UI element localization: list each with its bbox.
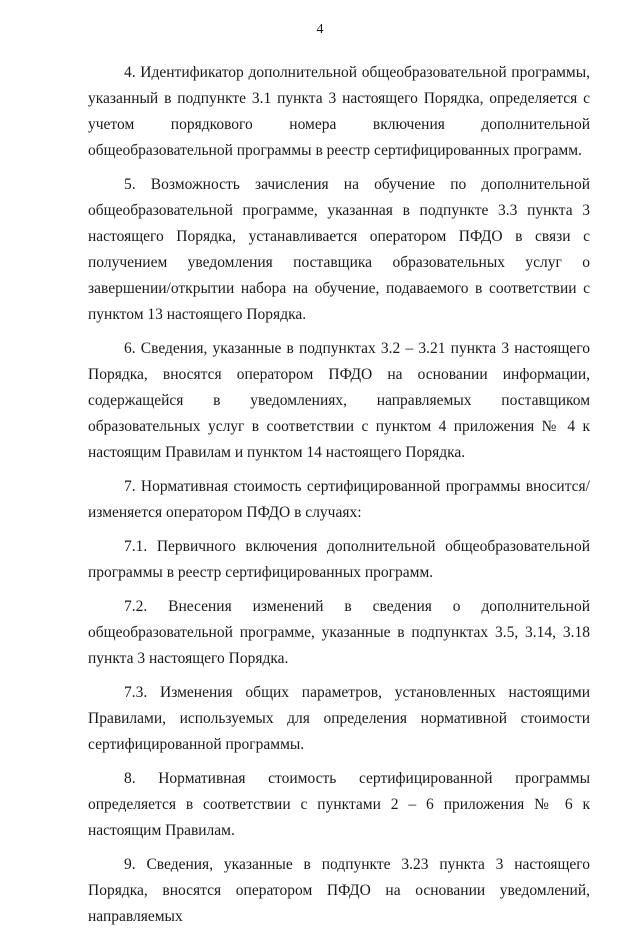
paragraph-7-2: 7.2. Внесения изменений в сведения о дополнительной общеобразовательной программе, указанные в подпунктах 3.5, 3.14, 3.18 пункта 3 настоящего Порядка. [88,598,590,667]
paragraph-7: 7. Нормативная стоимость сертифицированной программы вносится/изменяется оператором ПФДО в случаях: [88,478,590,521]
paragraph-8: 8. Нормативная стоимость сертифицированной программы определяется в соответствии с пунктами 2 – 6 приложения № 6 к настоящим Правилам. [88,770,590,839]
paragraph-5: 5. Возможность зачисления на обучение по дополнительной общеобразовательной программе, указанная в подпункте 3.3 пункта 3 настоящего Порядка, устанавливается оператором ПФДО в связи с получением уведомления поставщика образовательных услуг о завершении/открытии набора на обучение, подаваемого в соответствии с пунктом 13 настоящего Порядка. [88,176,590,323]
page-number: 4 [316,22,324,37]
paragraph-9: 9. Сведения, указанные в подпункте 3.23 пункта 3 настоящего Порядка, вносятся оператором ПФДО на основании уведомлений, направляемых [88,856,590,925]
paragraph-7-3: 7.3. Изменения общих параметров, установленных настоящими Правилами, используемых для определения нормативной стоимости сертифицированной программы. [88,684,590,753]
paragraph-7-1: 7.1. Первичного включения дополнительной общеобразовательной программы в реестр сертифицированных программ. [88,538,590,581]
paragraph-6: 6. Сведения, указанные в подпунктах 3.2 – 3.21 пункта 3 настоящего Порядка, вносятся оператором ПФДО на основании информации, содержащейся в уведомлениях, направляемых поставщиком образовательных услуг в соответствии с пунктом 4 приложения № 4 к настоящим Правилам и пунктом 14 настоящего Порядка. [88,340,590,461]
document-body [88,60,590,938]
paragraph-4: 4. Идентификатор дополнительной общеобразовательной программы, указанный в подпункте 3.1 пункта 3 настоящего Порядка, определяется с учетом порядкового номера включения дополнительной общеобразовательной программы в реестр сертифицированных программ. [88,64,590,159]
